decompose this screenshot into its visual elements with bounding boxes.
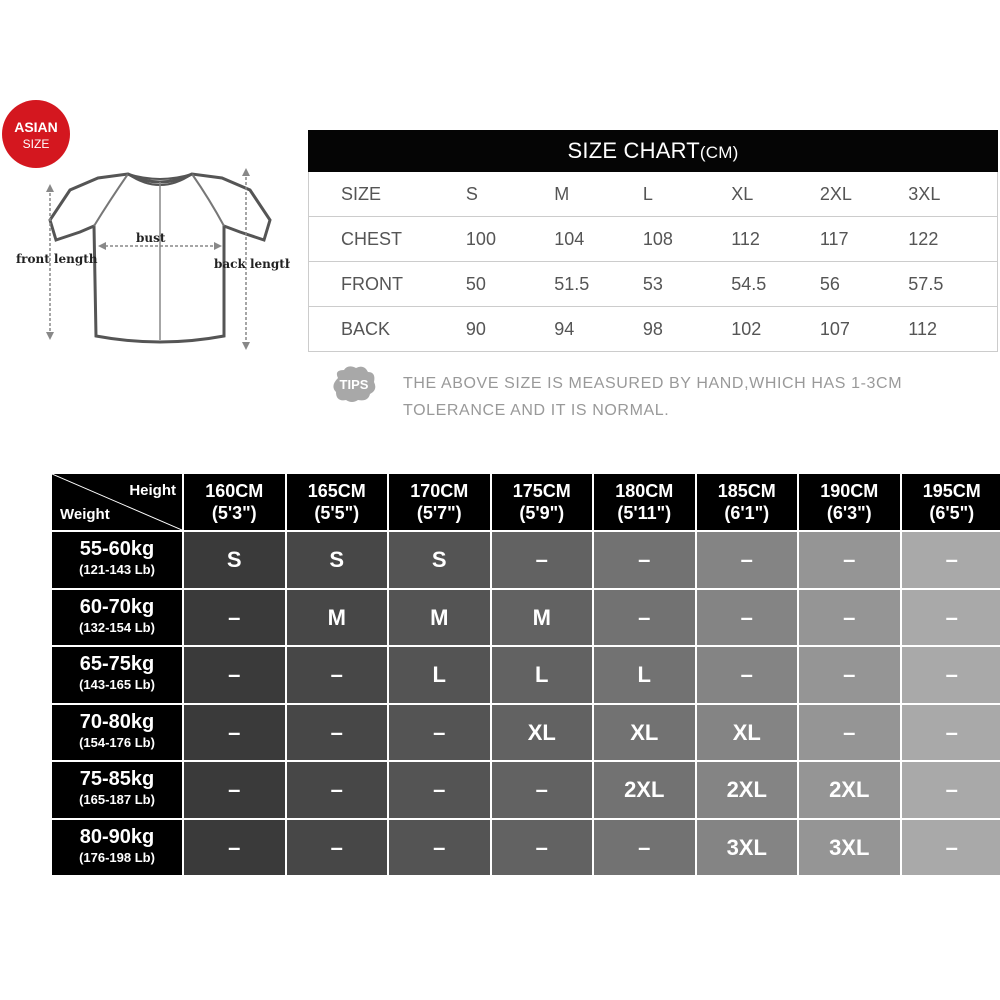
height-column-header: [492, 474, 593, 530]
weight-row-header: [52, 532, 182, 588]
corner-weight-label: Weight: [60, 506, 110, 523]
height-cm: 180CM: [615, 481, 674, 501]
height-column-header: [902, 474, 1000, 530]
height-ft: (5'5"): [314, 503, 360, 523]
table-cell: 104: [554, 217, 643, 262]
bust-label: bust: [136, 231, 166, 245]
size-cell: –: [799, 532, 900, 588]
weight-row-header: [52, 647, 182, 703]
table-cell: 112: [731, 217, 820, 262]
weight-lb: (132-154 Lb): [79, 619, 155, 635]
size-header-3xl: 3XL: [908, 172, 997, 217]
weight-kg: 70-80kg: [79, 710, 155, 733]
table-cell: 102: [731, 307, 820, 352]
size-cell: –: [389, 762, 490, 818]
size-cell: –: [902, 647, 1000, 703]
size-cell: –: [184, 820, 285, 876]
size-header-l: L: [643, 172, 731, 217]
size-cell: S: [287, 532, 388, 588]
height-cm: 170CM: [410, 481, 469, 501]
table-cell: 100: [466, 217, 554, 262]
table-cell: 57.5: [908, 262, 997, 307]
weight-row-header: [52, 762, 182, 818]
size-cell: –: [902, 762, 1000, 818]
height-cm: 165CM: [307, 481, 366, 501]
weight-kg: 75-85kg: [79, 768, 155, 790]
height-ft: (5'7"): [416, 503, 462, 523]
height-ft: (6'3"): [826, 503, 872, 523]
size-cell: –: [902, 532, 1000, 588]
weight-kg: 80-90kg: [79, 825, 155, 848]
size-header-s: S: [466, 172, 554, 217]
size-header-xl: XL: [731, 172, 820, 217]
height-column-header: [287, 474, 388, 530]
size-chart-row-front: [309, 262, 998, 307]
size-cell: –: [389, 705, 490, 761]
size-cell: –: [594, 820, 695, 876]
size-cell: L: [492, 647, 593, 703]
size-cell: 3XL: [697, 820, 798, 876]
size-cell: –: [492, 532, 593, 588]
size-cell: –: [184, 647, 285, 703]
height-cm: 175CM: [512, 481, 571, 501]
height-column-header: [184, 474, 285, 530]
table-cell: 107: [820, 307, 908, 352]
size-cell: –: [697, 647, 798, 703]
size-chart-title-unit: (CM): [699, 143, 739, 162]
weight-row-header: [52, 705, 182, 761]
grid-corner: [52, 474, 182, 530]
size-cell: S: [184, 532, 285, 588]
table-cell: 108: [643, 217, 731, 262]
size-chart-title-text: SIZE CHART: [567, 138, 700, 163]
size-chart-row-chest: [309, 217, 998, 262]
asian-size-badge: [2, 100, 70, 168]
table-cell: 122: [908, 217, 997, 262]
height-ft: (5'3"): [211, 503, 257, 523]
table-cell: 90: [466, 307, 554, 352]
size-cell: –: [594, 590, 695, 646]
size-cell: –: [184, 590, 285, 646]
size-cell: 2XL: [594, 762, 695, 818]
size-cell: 2XL: [697, 762, 798, 818]
size-cell: –: [184, 762, 285, 818]
tips-icon: [330, 364, 378, 404]
size-cell: L: [389, 647, 490, 703]
size-cell: –: [492, 820, 593, 876]
size-cell: –: [799, 590, 900, 646]
size-cell: –: [287, 705, 388, 761]
weight-lb: (143-165 Lb): [79, 677, 155, 692]
height-column-header: [594, 474, 695, 530]
size-cell: M: [389, 590, 490, 646]
weight-kg: 55-60kg: [79, 538, 155, 560]
weight-row-header: [52, 820, 182, 876]
size-header-2xl: 2XL: [820, 172, 908, 217]
weight-lb: (165-187 Lb): [79, 792, 155, 807]
weight-lb: (121-143 Lb): [79, 562, 155, 577]
size-cell: 3XL: [799, 820, 900, 876]
size-chart-table: [308, 172, 998, 352]
table-cell: 51.5: [554, 262, 643, 307]
badge-line2: SIZE: [22, 137, 50, 151]
size-cell: L: [594, 647, 695, 703]
height-ft: (6'5"): [929, 503, 975, 523]
table-cell: 56: [820, 262, 908, 307]
tips-icon-label: TIPS: [339, 377, 369, 392]
size-chart-header-row: [309, 172, 998, 217]
height-weight-grid: [52, 474, 1000, 874]
weight-lb: (176-198 Lb): [79, 849, 155, 865]
height-cm: 185CM: [717, 481, 776, 501]
size-cell: –: [492, 762, 593, 818]
size-header-m: M: [554, 172, 643, 217]
size-cell: XL: [594, 705, 695, 761]
weight-kg: 60-70kg: [79, 595, 155, 618]
row-label: CHEST: [309, 217, 466, 262]
size-cell: –: [697, 590, 798, 646]
height-cm: 190CM: [820, 481, 879, 501]
row-label: BACK: [309, 307, 466, 352]
table-cell: 53: [643, 262, 731, 307]
table-cell: 54.5: [731, 262, 820, 307]
table-cell: 98: [643, 307, 731, 352]
height-cm: 160CM: [205, 481, 264, 501]
back-length-label: back length: [214, 257, 290, 271]
size-cell: –: [799, 647, 900, 703]
size-cell: XL: [697, 705, 798, 761]
size-cell: –: [184, 705, 285, 761]
weight-lb: (154-176 Lb): [79, 734, 155, 750]
table-cell: 50: [466, 262, 554, 307]
front-length-label: front length: [16, 252, 98, 266]
size-cell: –: [902, 705, 1000, 761]
size-cell: M: [287, 590, 388, 646]
table-cell: 112: [908, 307, 997, 352]
size-cell: –: [594, 532, 695, 588]
row-label: FRONT: [309, 262, 466, 307]
height-column-header: [799, 474, 900, 530]
size-cell: –: [287, 820, 388, 876]
tips-text: THE ABOVE SIZE IS MEASURED BY HAND,WHICH HAS 1-3CM TOLERANCE AND IT IS NORMAL.: [403, 375, 903, 419]
corner-height-label: Height: [129, 482, 176, 499]
weight-row-header: [52, 590, 182, 646]
badge-line1: ASIAN: [14, 119, 58, 135]
size-chart-row-back: [309, 307, 998, 352]
height-column-header: [389, 474, 490, 530]
height-ft: (6'1"): [724, 503, 770, 523]
size-cell: –: [389, 820, 490, 876]
height-ft: (5'9"): [519, 503, 565, 523]
weight-kg: 65-75kg: [79, 653, 155, 675]
size-chart-title: [308, 130, 998, 172]
size-cell: –: [799, 705, 900, 761]
size-cell: –: [287, 647, 388, 703]
height-cm: 195CM: [922, 481, 981, 501]
size-cell: –: [287, 762, 388, 818]
size-cell: –: [902, 590, 1000, 646]
size-cell: M: [492, 590, 593, 646]
size-cell: S: [389, 532, 490, 588]
table-cell: 94: [554, 307, 643, 352]
size-column-header: SIZE: [309, 172, 466, 217]
table-cell: 117: [820, 217, 908, 262]
size-cell: –: [902, 820, 1000, 876]
jersey-diagram: [10, 160, 290, 360]
size-cell: XL: [492, 705, 593, 761]
size-cell: –: [697, 532, 798, 588]
height-column-header: [697, 474, 798, 530]
size-cell: 2XL: [799, 762, 900, 818]
height-ft: (5'11"): [617, 503, 672, 523]
